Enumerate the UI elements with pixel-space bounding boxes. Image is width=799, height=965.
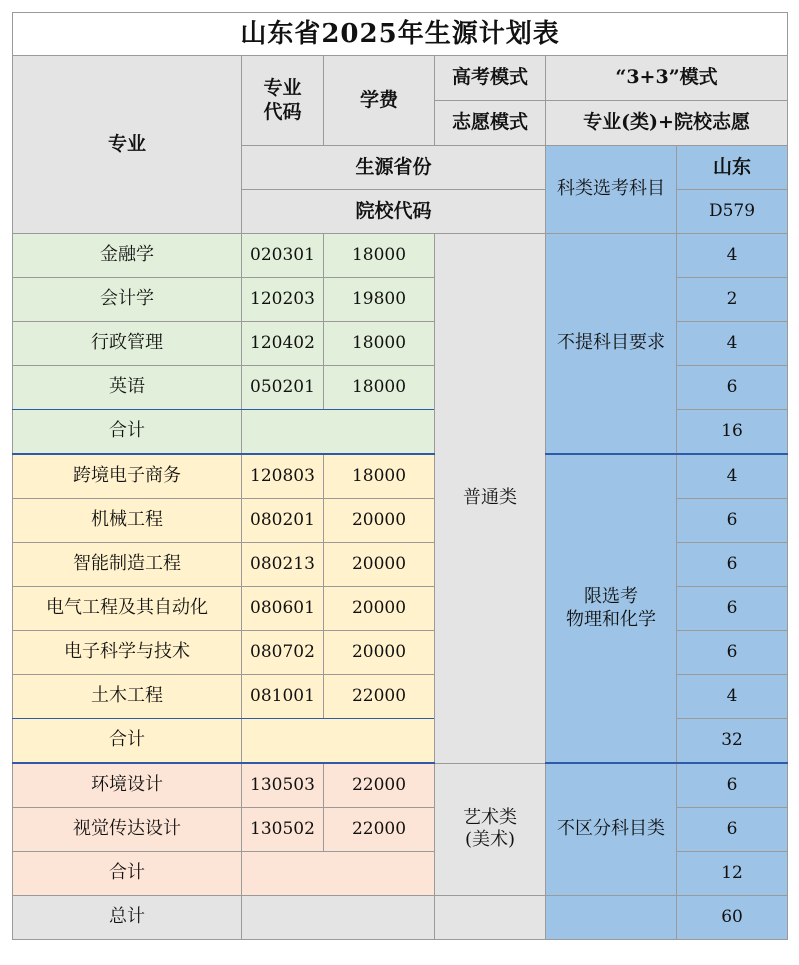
count-cell: 6 (677, 499, 788, 543)
requirement-none: 不提科目要求 (546, 234, 677, 455)
major-cell: 会计学 (13, 278, 242, 322)
major-cell: 智能制造工程 (13, 543, 242, 587)
code-cell: 120402 (242, 322, 324, 366)
total-blank (242, 896, 435, 940)
code-cell: 080702 (242, 631, 324, 675)
major-cell: 电子科学与技术 (13, 631, 242, 675)
major-cell: 环境设计 (13, 763, 242, 808)
count-cell: 4 (677, 675, 788, 719)
fee-cell: 18000 (324, 234, 435, 278)
category-art-line-1: 艺术类 (463, 806, 517, 828)
header-fee: 学费 (324, 56, 435, 146)
fee-cell: 19800 (324, 278, 435, 322)
header-school-code-value: D579 (677, 190, 788, 234)
fee-cell: 20000 (324, 631, 435, 675)
count-cell: 6 (677, 543, 788, 587)
header-province-label: 生源省份 (242, 146, 546, 190)
header-school-code-label: 院校代码 (242, 190, 546, 234)
subtotal-label: 合计 (13, 410, 242, 455)
header-subject-label: 科类选考科目 (546, 146, 677, 234)
requirement-physics-chemistry (546, 454, 677, 763)
requirement-line-2: 物理和化学 (566, 608, 656, 630)
requirement-line-1: 限选考 (584, 586, 638, 607)
subtotal-label: 合计 (13, 852, 242, 896)
total-label: 总计 (13, 896, 242, 940)
subtotal-label: 合计 (13, 719, 242, 764)
subtotal-value: 16 (677, 410, 788, 455)
fee-cell: 22000 (324, 763, 435, 808)
code-cell: 120203 (242, 278, 324, 322)
total-value: 60 (677, 896, 788, 940)
count-cell: 4 (677, 454, 788, 499)
code-cell: 080601 (242, 587, 324, 631)
header-code: 专业代码 (242, 56, 324, 146)
major-cell: 跨境电子商务 (13, 454, 242, 499)
major-cell: 视觉传达设计 (13, 808, 242, 852)
category-art-line-2: (美术) (464, 829, 516, 851)
fee-cell: 22000 (324, 808, 435, 852)
subtotal-value: 32 (677, 719, 788, 764)
count-cell: 6 (677, 587, 788, 631)
major-cell: 电气工程及其自动化 (13, 587, 242, 631)
subtotal-blank (242, 852, 435, 896)
fee-cell: 20000 (324, 587, 435, 631)
fee-cell: 18000 (324, 366, 435, 410)
subtotal-blank (242, 719, 435, 764)
table-title: 山东省2025年生源计划表 (13, 13, 788, 56)
code-cell: 130503 (242, 763, 324, 808)
header-wish-mode-value: 专业(类)+院校志愿 (546, 101, 788, 146)
requirement-any: 不区分科目类 (546, 763, 677, 896)
count-cell: 6 (677, 808, 788, 852)
code-cell: 020301 (242, 234, 324, 278)
header-major: 专业 (13, 56, 242, 234)
count-cell: 2 (677, 278, 788, 322)
major-cell: 金融学 (13, 234, 242, 278)
code-cell: 081001 (242, 675, 324, 719)
fee-cell: 22000 (324, 675, 435, 719)
subtotal-blank (242, 410, 435, 455)
major-cell: 行政管理 (13, 322, 242, 366)
header-wish-mode-label: 志愿模式 (435, 101, 546, 146)
code-cell: 120803 (242, 454, 324, 499)
header-exam-mode-value: “3+3”模式 (546, 56, 788, 101)
header-exam-mode-label: 高考模式 (435, 56, 546, 101)
major-cell: 土木工程 (13, 675, 242, 719)
code-cell: 080201 (242, 499, 324, 543)
count-cell: 4 (677, 322, 788, 366)
count-cell: 6 (677, 631, 788, 675)
code-cell: 080213 (242, 543, 324, 587)
fee-cell: 20000 (324, 543, 435, 587)
code-cell: 130502 (242, 808, 324, 852)
header-province-value: 山东 (677, 146, 788, 190)
total-requirement-blank (546, 896, 677, 940)
code-cell: 050201 (242, 366, 324, 410)
fee-cell: 18000 (324, 454, 435, 499)
category-general: 普通类 (435, 234, 546, 764)
category-art (435, 763, 546, 896)
major-cell: 英语 (13, 366, 242, 410)
count-cell: 6 (677, 763, 788, 808)
fee-cell: 20000 (324, 499, 435, 543)
enrollment-plan-table (12, 12, 788, 940)
count-cell: 4 (677, 234, 788, 278)
subtotal-value: 12 (677, 852, 788, 896)
fee-cell: 18000 (324, 322, 435, 366)
total-category-blank (435, 896, 546, 940)
major-cell: 机械工程 (13, 499, 242, 543)
count-cell: 6 (677, 366, 788, 410)
